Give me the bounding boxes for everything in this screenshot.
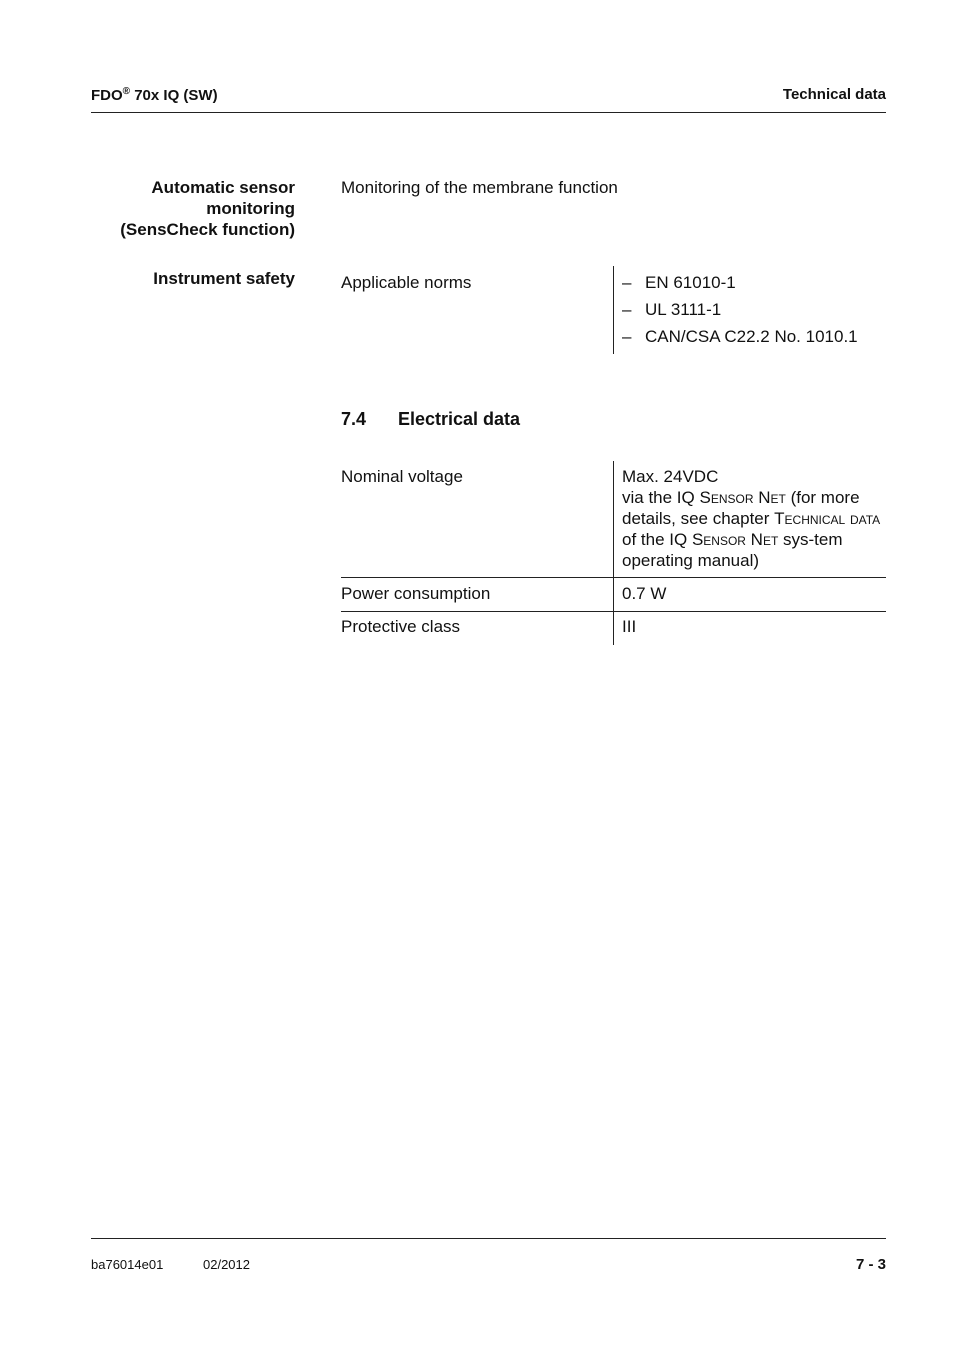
protective-class-value: III	[622, 617, 637, 636]
applicable-norms-label: Applicable norms	[341, 273, 472, 292]
norm-item: – UL 3111-1	[622, 300, 722, 319]
sensor-monitoring-label: Automatic sensor monitoring (SensCheck function)	[120, 178, 295, 239]
header-rule	[91, 112, 886, 113]
footer-date: 02/2012	[203, 1257, 250, 1272]
section-title: Electrical data	[398, 409, 521, 429]
nominal-voltage-label: Nominal voltage	[341, 467, 463, 486]
section-number: 7.4	[341, 409, 367, 429]
page-number: 7 - 3	[855, 1256, 886, 1273]
footer-doc-id: ba76014e01	[91, 1257, 164, 1272]
header-product: FDO® 70x IQ (SW)	[91, 86, 218, 104]
nominal-voltage-value: Max. 24VDC via the IQ Sensor Net (for more details, see chapter Technical data of the IQ Sensor Net sys-tem operating manual)	[622, 467, 881, 570]
sensor-monitoring-value: Monitoring of the membrane function	[341, 178, 618, 197]
power-consumption-label: Power consumption	[341, 584, 491, 603]
norm-item: – EN 61010-1	[622, 273, 736, 292]
table-row-separator	[341, 611, 886, 612]
table-divider	[613, 461, 614, 645]
table-row-separator	[341, 577, 886, 578]
norm-item: – CAN/CSA C22.2 No. 1010.1	[622, 327, 858, 346]
footer-rule	[91, 1238, 886, 1239]
instrument-safety-label: Instrument safety	[153, 269, 295, 288]
power-consumption-value: 0.7 W	[622, 584, 667, 603]
norms-divider	[613, 266, 614, 354]
header-section: Technical data	[782, 86, 886, 103]
norms-list	[622, 272, 858, 353]
protective-class-label: Protective class	[341, 617, 461, 636]
